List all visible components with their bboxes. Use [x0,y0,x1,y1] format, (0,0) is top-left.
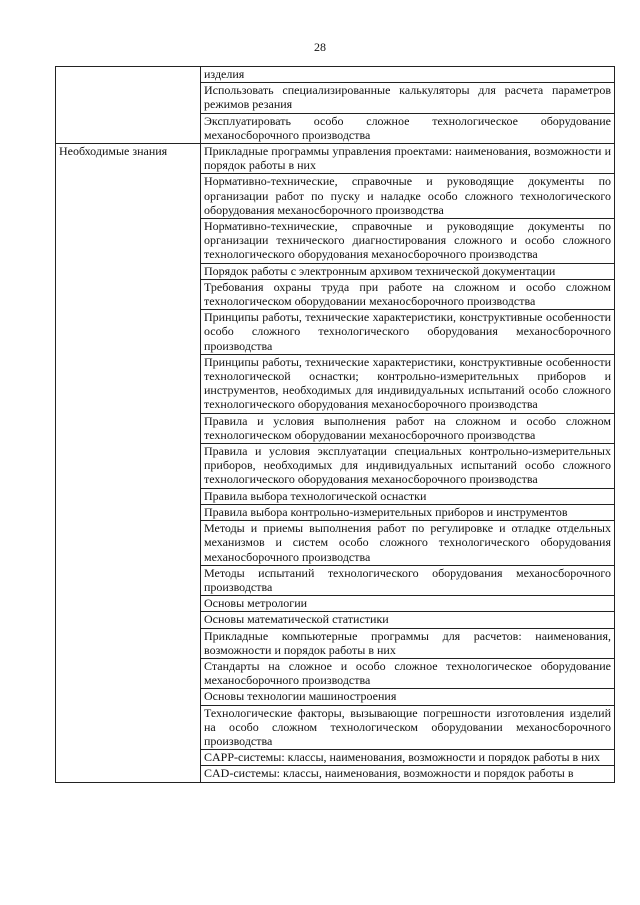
table-row [56,144,615,174]
table-cell-text: изделия [201,67,615,83]
table-cell-text: Использовать специализированные калькуляторы для расчета параметров режимов резания [201,83,615,113]
table-cell-text: Прикладные программы управления проектами: наименования, возможности и порядок работы в них [201,144,615,174]
table-cell-text: CAD-системы: классы, наименования, возможности и порядок работы в [201,766,615,782]
table-cell-text: Требования охраны труда при работе на сложном и особо сложном технологическом оборудовании механосборочного производства [201,279,615,309]
table-cell-text: Правила и условия выполнения работ на сложном и особо сложном технологическом оборудовании механосборочного производства [201,413,615,443]
table-cell-text: Нормативно-технические, справочные и руководящие документы по организации технического диагностирования сложного и особо сложного технологического оборудования механосборочного производства [201,219,615,264]
table-cell-text: Правила и условия эксплуатации специальных контрольно-измерительных приборов, необходимых для индивидуальных испытаний особо сложного технологического оборудования механосборочного производства [201,444,615,489]
section-label: Необходимые знания [56,144,201,783]
table-cell-text: Правила выбора технологической оснастки [201,488,615,504]
table-cell-text: Эксплуатировать особо сложное технологическое оборудование механосборочного производства [201,113,615,143]
table-cell-text: Прикладные компьютерные программы для расчетов: наименования, возможности и порядок работы в них [201,628,615,658]
table-cell-text: Методы испытаний технологического оборудования механосборочного производства [201,565,615,595]
table-cell-text: Принципы работы, технические характеристики, конструктивные особенности особо сложного технологического оборудования механосборочного производства [201,310,615,355]
table-cell-text: Порядок работы с электронным архивом технической документации [201,263,615,279]
table-cell-text: Принципы работы, технические характеристики, конструктивные особенности технологической оснастки; контрольно-измерительных приборов и инструментов, необходимых для индивидуальных испытаний особо сложного технологического оборудования механосборочного производства [201,354,615,413]
table-row [56,67,615,83]
table-cell-text: Основы математической статистики [201,612,615,628]
section-label [56,67,201,144]
table-cell-text: Технологические факторы, вызывающие погрешности изготовления изделий на особо сложном технологическом оборудовании механосборочного производства [201,705,615,750]
table-cell-text: Стандарты на сложное и особо сложное технологическое оборудование механосборочного производства [201,658,615,688]
requirements-table [55,66,615,783]
page-number: 28 [314,40,326,54]
table-cell-text: Правила выбора контрольно-измерительных приборов и инструментов [201,504,615,520]
table-cell-text: Основы метрологии [201,596,615,612]
table-cell-text: Нормативно-технические, справочные и руководящие документы по организации работ по пуску и наладке особо сложного технологического оборудования механосборочного производства [201,174,615,219]
table-cell-text: Основы технологии машиностроения [201,689,615,705]
table-cell-text: Методы и приемы выполнения работ по регулировке и отладке отдельных механизмов и систем особо сложного технологического оборудования механосборочного производства [201,521,615,566]
table-cell-text: CAPP-системы: классы, наименования, возможности и порядок работы в них [201,750,615,766]
